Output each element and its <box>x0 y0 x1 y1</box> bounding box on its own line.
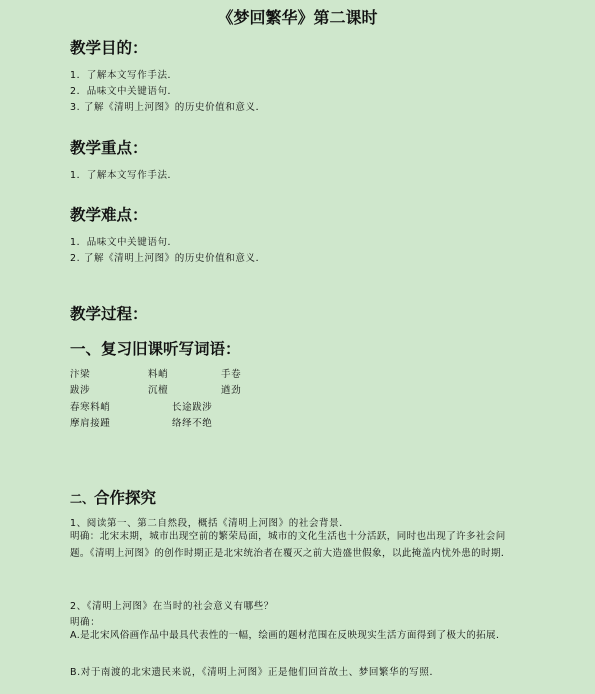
inquiry-question-2: 2、《清明上河图》在当时的社会意义有哪些？ <box>70 601 274 612</box>
review-word: 春寒料峭 <box>70 402 111 413</box>
review-word: 跋涉 <box>70 385 91 396</box>
review-word: 长途跋涉 <box>172 402 213 413</box>
objectives-heading: 教学目的： <box>70 38 148 57</box>
inquiry-answer-2a: A.是北宋风俗画作品中最具代表性的一幅，绘画的题材范围在反映现实生活方面得到了极大的拓展． <box>70 630 506 641</box>
page-title: 《梦回繁华》第二课时 <box>217 8 378 27</box>
review-word: 沉檀 <box>148 385 169 396</box>
inquiry-heading <box>70 486 156 508</box>
difficulties-heading: 教学难点： <box>70 205 148 224</box>
review-word: 摩肩接踵 <box>70 418 111 429</box>
review-word: 手卷 <box>221 369 242 380</box>
process-heading: 教学过程： <box>70 304 148 323</box>
inquiry-question-1: 1、阅读第一、第二自然段，概括《清明上河图》的社会背景． <box>70 518 350 529</box>
objective-item: 3. 了解《清明上河图》的历史价值和意义． <box>70 102 266 113</box>
inquiry-heading-text: 合作探究 <box>94 488 157 507</box>
inquiry-answer-2-label: 明确： <box>70 617 101 628</box>
review-heading: 一、复习旧课听写词语： <box>70 339 241 358</box>
objective-item: 1．了解本文写作手法． <box>70 70 178 81</box>
key-point-item: 1．了解本文写作手法． <box>70 170 178 181</box>
key-points-heading: 教学重点： <box>70 138 148 157</box>
review-word: 遒劲 <box>221 385 242 396</box>
objective-item: 2．品味文中关键语句． <box>70 86 178 97</box>
review-word: 络绎不绝 <box>172 418 213 429</box>
difficulty-item: 2. 了解《清明上河图》的历史价值和意义． <box>70 253 266 264</box>
inquiry-answer-2b: B.对于南渡的北宋遗民来说，《清明上河图》正是他们回首故土、梦回繁华的写照． <box>70 667 440 678</box>
review-word: 汴梁 <box>70 369 91 380</box>
difficulty-item: 1．品味文中关键语句． <box>70 237 178 248</box>
inquiry-heading-number: 二、 <box>70 492 95 506</box>
review-word: 料峭 <box>148 369 169 380</box>
inquiry-answer-1: 明确：北宋末期，城市出现空前的繁荣局面，城市的文化生活也十分活跃，同时也出现了许多社会问题。《清明上河图》的创作时期正是北宋统治者在覆灭之前大造盛世假象，以此掩盖内忧外患的时期． <box>70 531 511 559</box>
